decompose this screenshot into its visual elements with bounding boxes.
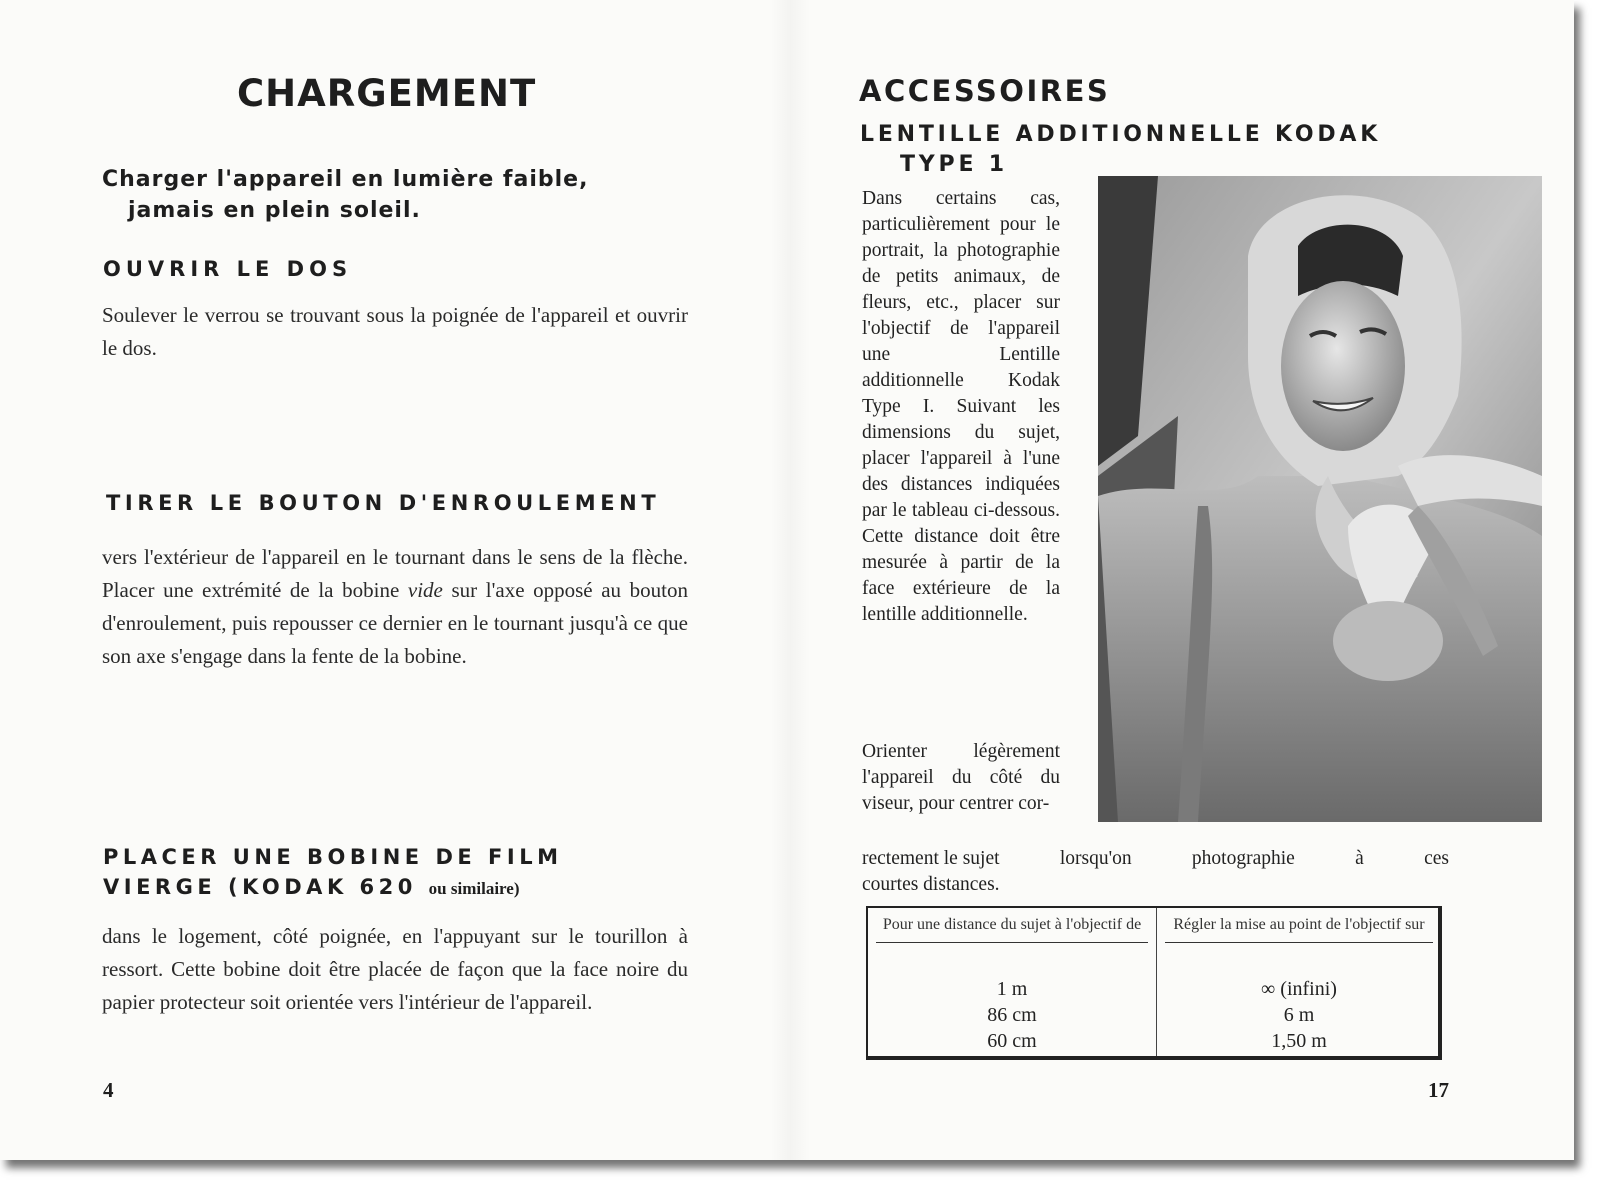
winding-knob-text [102,541,688,673]
winding-knob-heading: TIRER LE BOUTON D'ENROULEMENT [106,491,661,515]
winding-text-emphasis: vide [407,578,443,602]
wide-word-3: photographie [1191,848,1295,869]
accessories-title: ACCESSOIRES [859,74,1111,108]
lens-subtitle-line-2: TYPE 1 [900,152,1008,177]
table-cell-focus: ∞ (infini) [1261,978,1337,1000]
table-cell-distance: 1 m [996,978,1028,1000]
wide-word-2: lorsqu'on [1059,848,1132,869]
page-number-left: 4 [103,1078,114,1102]
portrait-illustration [1098,176,1542,822]
notice-line-1: Charger l'appareil en lumière faible, [102,167,589,192]
table-column-distance [868,908,1156,1056]
table-cell-distance: 86 cm [987,1004,1037,1026]
focus-values [1157,976,1441,1054]
winding-text-part-2: sur l'axe opposé au bouton d'enroulement, puis repousser ce dernier en le tournant jusqu'à ce que son axe s'engage dans la fente de la bobine. [102,578,689,668]
wide-word-5: ces [1424,848,1449,869]
lens-subtitle [860,120,1480,180]
distance-values [868,976,1156,1054]
load-film-text: dans le logement, côté poignée, en l'appuyant sur le tourillon à ressort. Cette bobine doit être placée de façon que la face noire du papier protecteur soit orientée vers l'intérieur de l'appareil. [102,924,688,1014]
open-back-heading: OUVRIR LE DOS [103,257,353,281]
table-cell-focus: 6 m [1283,1004,1315,1026]
load-heading-line-1: PLACER UNE BOBINE DE FILM [103,845,563,869]
orientation-text: Orienter légèrement l'appareil du côté du viseur, pour centrer cor- [862,741,1060,814]
wide-line-2: courtes distances. [862,874,1000,895]
load-heading-small: ou similaire) [428,879,520,898]
focus-distance-table [866,906,1442,1060]
table-header-focus: Régler la mise au point de l'objectif sur [1165,916,1433,943]
page-number-right: 17 [1428,1078,1449,1102]
table-cell-distance: 60 cm [987,1030,1037,1052]
wide-word-1: rectement le sujet [862,848,1000,869]
table-header-distance: Pour une distance du sujet à l'objectif de [876,916,1148,943]
lighting-notice [102,164,702,226]
wide-word-4: à [1355,848,1364,869]
open-back-text: Soulever le verrou se trouvant sous la poignée de l'appareil et ouvrir le dos. [102,303,688,360]
lens-subtitle-line-1: LENTILLE ADDITIONNELLE KODAK [860,122,1382,147]
winding-text-part-1: vers l'extérieur de l'appareil en le tournant dans le sens de la flèche. Placer une extrémité de la bobine [102,545,688,602]
portrait-photo [1098,176,1542,822]
page-gutter [770,0,810,1160]
load-heading-line-2: VIERGE (KODAK 620 [103,875,429,899]
load-film-heading [103,842,562,904]
table-cell-focus: 1,50 m [1271,1030,1327,1052]
table-column-focus [1156,908,1441,1056]
orientation-text-continued [862,846,1449,898]
lens-description: Dans certains cas, particulièrement pour le portrait, la photographie de petits animaux, de fleurs, etc., placer sur l'objectif de l'appareil une Lentille additionnelle Kodak Type I. Suivant les dimensions du sujet, placer l'appareil à l'une des distances indiquées par le tableau ci-dessous. Cette distance doit être mesurée à partir de la face extérieure de la lentille additionnelle. [862,188,1060,625]
chapter-title: CHARGEMENT [237,72,537,115]
notice-line-2: jamais en plein soleil. [128,198,421,223]
